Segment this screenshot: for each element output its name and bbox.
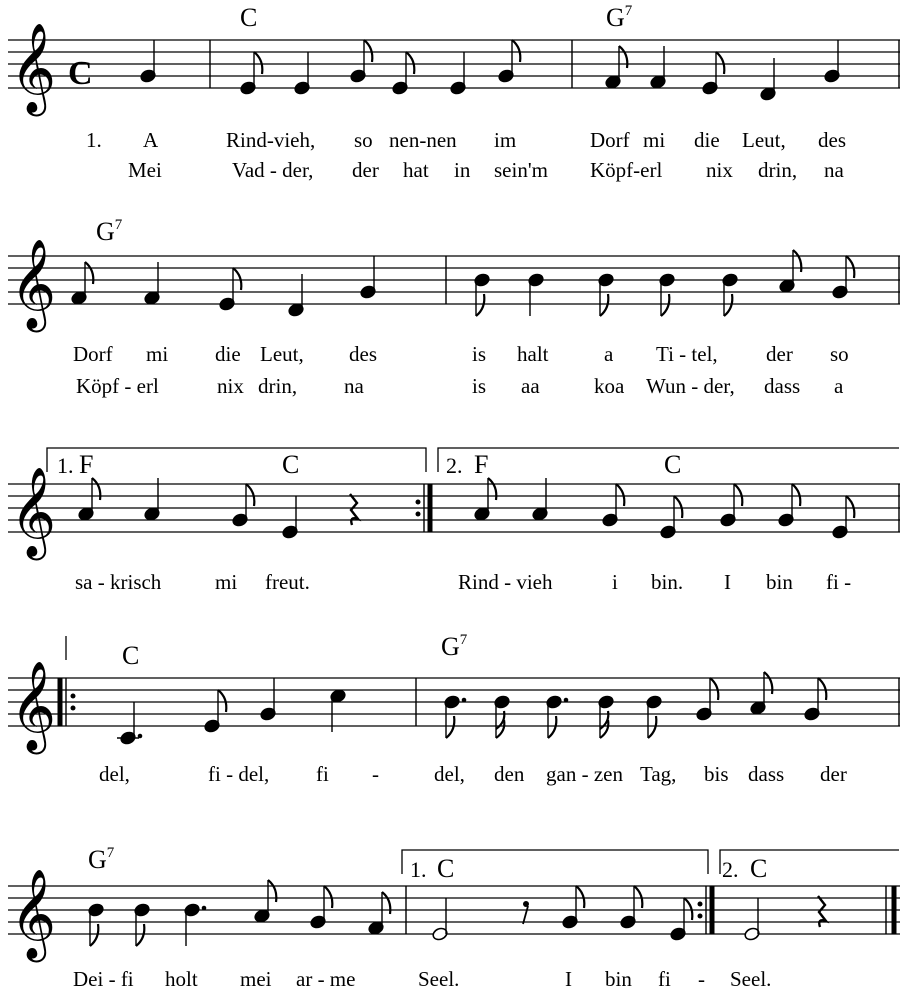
lyric-syllable: nix — [217, 374, 244, 398]
note-flag — [600, 294, 608, 316]
lyric-syllable: fi - — [826, 570, 852, 594]
note-flag — [382, 892, 390, 914]
note-flag — [684, 898, 692, 920]
lyric-syllable: del, — [434, 762, 465, 786]
lyric-syllable: dass — [764, 374, 801, 398]
note-flag — [218, 690, 226, 712]
note-flag — [512, 40, 520, 62]
note-flag — [724, 294, 732, 316]
note-flag — [616, 484, 624, 506]
note-flag — [268, 880, 276, 902]
lyrics-verse-1-system-1 — [86, 128, 846, 152]
note-flag — [716, 52, 724, 74]
note-flag — [233, 268, 241, 290]
lyric-syllable: i — [612, 570, 618, 594]
lyric-syllable: - — [372, 762, 379, 786]
note-flag — [846, 496, 854, 518]
lyric-syllable: Wun - der, — [646, 374, 735, 398]
lyrics-verse-2-system-2 — [76, 374, 844, 398]
note-flag — [846, 256, 854, 278]
note-flag — [92, 478, 100, 500]
lyric-syllable: freut. — [265, 570, 310, 594]
lyrics-verse-1-system-3 — [75, 570, 851, 594]
lyric-syllable: Seel. — [418, 967, 460, 991]
lyric-syllable: fi — [658, 967, 671, 991]
volta-1-label: 1. — [410, 857, 427, 882]
lyric-syllable: so — [354, 128, 373, 152]
lyric-syllable: Dei - fi — [73, 967, 134, 991]
lyric-syllable: ar - me — [296, 967, 356, 991]
lyrics-verse-1-system-5 — [73, 967, 771, 991]
chord-symbol-c: C — [282, 450, 300, 479]
note-flag — [548, 716, 556, 738]
lyric-syllable: Leut, — [260, 342, 304, 366]
lyric-syllable: holt — [165, 967, 198, 991]
note-flag — [446, 716, 454, 738]
repeat-dot — [416, 500, 421, 505]
treble-clef-icon: 𝄞 — [10, 239, 57, 329]
lyric-syllable: Ti - tel, — [656, 342, 718, 366]
note-flag — [710, 678, 718, 700]
repeat-dot — [698, 902, 703, 907]
chord-symbol-c: C — [664, 450, 682, 479]
lyric-syllable: mei — [240, 967, 272, 991]
repeat-dot — [416, 512, 421, 517]
treble-clef-icon: 𝄞 — [10, 869, 57, 959]
lyric-syllable: a — [834, 374, 844, 398]
lyric-syllable: - — [698, 967, 705, 991]
lyric-syllable: Vad - der, — [232, 158, 314, 182]
note-flag — [476, 294, 484, 316]
note-flag — [764, 672, 772, 694]
lyric-syllable: Dorf — [73, 342, 113, 366]
lyrics-verse-1-system-4 — [99, 762, 847, 786]
note-flag — [254, 52, 262, 74]
lyric-syllable: des — [818, 128, 846, 152]
lyric-syllable: del, — [99, 762, 130, 786]
lyric-syllable: der — [820, 762, 847, 786]
lyric-syllable: Rind - vieh — [458, 570, 553, 594]
note-flag — [136, 924, 144, 946]
lyric-syllable: Köpf - erl — [76, 374, 159, 398]
lyric-syllable: 1. — [86, 128, 102, 152]
lyric-syllable: I — [724, 570, 731, 594]
lyric-syllable: Seel. — [730, 967, 772, 991]
note-flag — [246, 484, 254, 506]
chord-symbol-g7: $G^7$ — [606, 3, 633, 32]
note-flag — [576, 886, 584, 908]
note-flag — [619, 46, 627, 68]
repeat-dot — [71, 706, 76, 711]
lyric-syllable: is — [472, 374, 487, 398]
note-flag — [364, 40, 372, 62]
volta-2-label: 2. — [446, 453, 463, 478]
lyric-syllable: na — [344, 374, 364, 398]
lyric-syllable: hat — [403, 158, 429, 182]
lyrics-verse-1-system-2 — [73, 342, 849, 366]
chord-symbol-c: C — [240, 3, 258, 32]
lyric-syllable: mi — [146, 342, 169, 366]
lyric-syllable: sein'm — [494, 158, 548, 182]
lyric-syllable: Köpf-erl — [590, 158, 663, 182]
volta-2-label: 2. — [722, 857, 739, 882]
lyric-syllable: koa — [594, 374, 625, 398]
lyric-syllable: den — [494, 762, 525, 786]
lyric-syllable: mi — [643, 128, 666, 152]
chord-symbol-f: F — [474, 450, 489, 479]
note-dot — [564, 698, 569, 703]
note-dot — [138, 734, 143, 739]
volta-bracket — [47, 448, 426, 472]
lyric-syllable: Dorf — [590, 128, 630, 152]
lyric-syllable: im — [494, 128, 517, 152]
lyric-syllable: drin, — [258, 374, 298, 398]
note-flag — [661, 294, 669, 316]
time-signature: C — [68, 55, 93, 92]
note-flag — [674, 496, 682, 518]
lyric-syllable: is — [472, 342, 487, 366]
note-flag — [818, 678, 826, 700]
lyric-syllable: aa — [521, 374, 540, 398]
lyric-syllable: fi — [316, 762, 329, 786]
note-flag — [324, 886, 332, 908]
lyric-syllable: fi - del, — [208, 762, 270, 786]
lyrics-verse-2-system-1 — [128, 158, 845, 182]
lyric-syllable: nix — [706, 158, 733, 182]
lyric-syllable: na — [824, 158, 844, 182]
note-dot — [462, 698, 467, 703]
note-flag — [648, 716, 656, 738]
chord-symbol-g7: $G^7$ — [96, 217, 123, 246]
note-flag — [793, 250, 801, 272]
chord-symbol-c: C — [750, 854, 768, 883]
text-layer — [57, 3, 851, 991]
lyric-syllable: gan - zen — [546, 762, 623, 786]
lyric-syllable: die — [215, 342, 241, 366]
lyric-syllable: der — [766, 342, 793, 366]
volta-1-label: 1. — [57, 453, 74, 478]
lyric-syllable: Tag, — [640, 762, 677, 786]
chord-symbol-c: C — [437, 854, 455, 883]
lyric-syllable: A — [143, 128, 159, 152]
treble-clef-icon: 𝄞 — [10, 467, 57, 557]
lyric-syllable: Mei — [128, 158, 162, 182]
eighth-rest-stem — [523, 906, 528, 924]
chord-symbol-g7: $G^7$ — [88, 845, 115, 874]
note-flag — [90, 924, 98, 946]
repeat-dot — [71, 694, 76, 699]
chord-symbol-g7: $G^7$ — [441, 632, 468, 661]
repeat-dot — [698, 914, 703, 919]
lyric-syllable: Leut, — [742, 128, 786, 152]
lyric-syllable: bis — [704, 762, 729, 786]
lyric-syllable: dass — [748, 762, 785, 786]
note-flag — [488, 478, 496, 500]
treble-clef-icon: 𝄞 — [10, 661, 57, 751]
lyric-syllable: a — [604, 342, 614, 366]
lyric-syllable: so — [830, 342, 849, 366]
lyric-syllable: I — [565, 967, 572, 991]
note-flag — [734, 484, 742, 506]
lyric-syllable: bin — [766, 570, 793, 594]
note-flag — [85, 262, 93, 284]
treble-clef-icon: 𝄞 — [10, 23, 57, 113]
lyric-syllable: nen-nen — [389, 128, 457, 152]
lyric-syllable: in — [454, 158, 471, 182]
chord-symbol-f: F — [79, 450, 94, 479]
note-dot — [202, 906, 207, 911]
lyric-syllable: drin, — [758, 158, 798, 182]
note-flag — [406, 52, 414, 74]
lyric-syllable: die — [694, 128, 720, 152]
lyric-syllable: mi — [215, 570, 238, 594]
lyric-syllable: der — [352, 158, 379, 182]
lyric-syllable: sa - krisch — [75, 570, 162, 594]
lyric-syllable: Rind-vieh, — [226, 128, 316, 152]
lyric-syllable: des — [349, 342, 377, 366]
volta-bracket — [720, 850, 899, 874]
lyric-syllable: halt — [517, 342, 549, 366]
chord-symbol-c: C — [122, 641, 140, 670]
note-flag — [792, 484, 800, 506]
lyric-syllable: bin. — [651, 570, 684, 594]
lyric-syllable: bin — [605, 967, 632, 991]
note-flag — [634, 886, 642, 908]
